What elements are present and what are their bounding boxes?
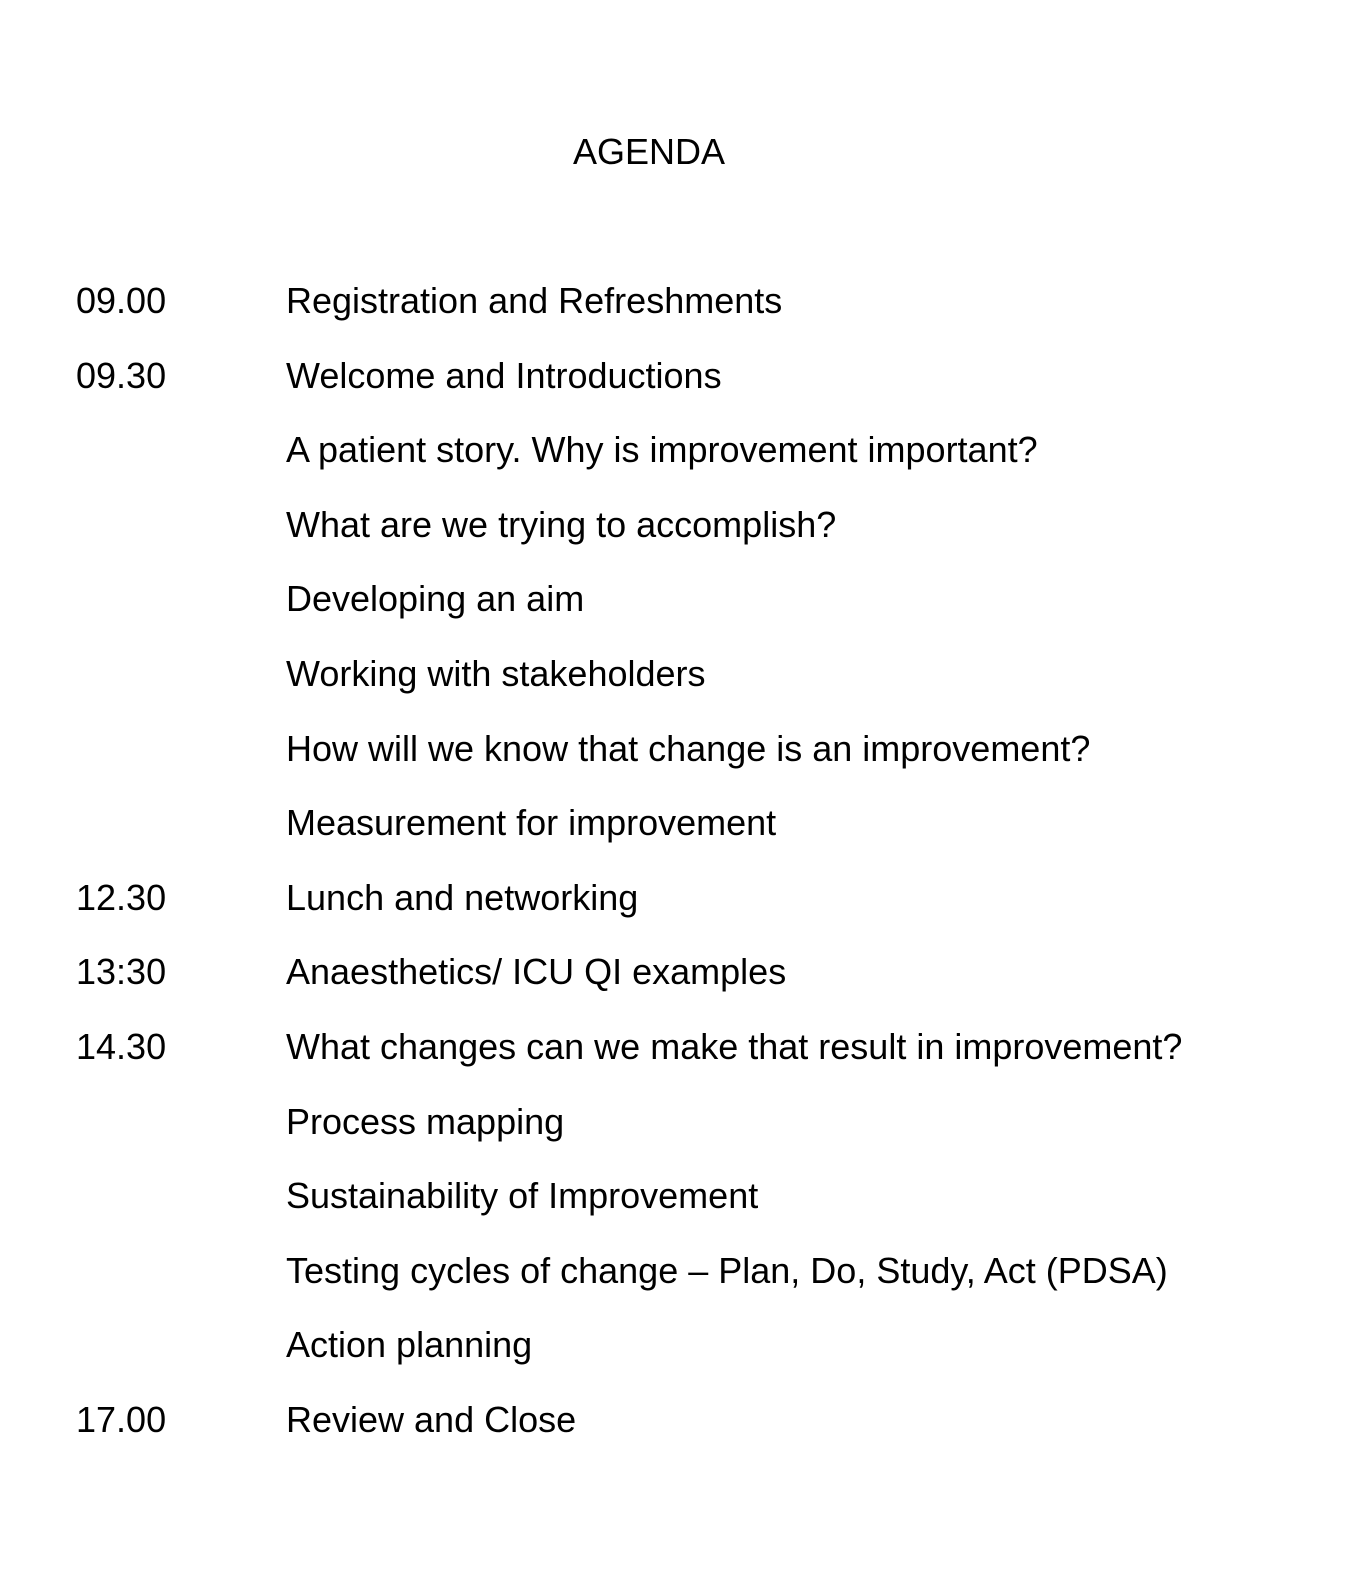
agenda-item: Review and Close (286, 1398, 577, 1440)
agenda-row (0, 1396, 1368, 1471)
agenda-item: Anaesthetics/ ICU QI examples (286, 951, 787, 993)
agenda-item: A patient story. Why is improvement important? (286, 429, 1038, 471)
agenda-item: Action planning (286, 1324, 533, 1366)
agenda-time: 09.30 (76, 354, 167, 396)
page-title: AGENDA (572, 131, 726, 172)
agenda-row (0, 725, 1368, 800)
agenda-item: Lunch and networking (286, 876, 639, 918)
agenda-list (0, 277, 1368, 1471)
agenda-item: Process mapping (286, 1100, 565, 1142)
agenda-item: What changes can we make that result in improvement? (286, 1025, 1183, 1067)
agenda-row (0, 1023, 1368, 1098)
agenda-time: 09.00 (76, 280, 167, 321)
agenda-item: Sustainability of Improvement (286, 1175, 759, 1217)
agenda-item: Developing an aim (286, 578, 585, 620)
agenda-time: 13:30 (76, 951, 167, 993)
agenda-row (0, 352, 1368, 427)
agenda-time: 17.00 (76, 1398, 167, 1440)
agenda-row (0, 1247, 1368, 1322)
agenda-row (0, 426, 1368, 501)
agenda-time: 12.30 (76, 876, 167, 918)
agenda-row (0, 1172, 1368, 1247)
agenda-row (0, 948, 1368, 1023)
agenda-item: Welcome and Introductions (286, 354, 722, 396)
agenda-row (0, 575, 1368, 650)
agenda-row (0, 277, 1368, 352)
agenda-item: Testing cycles of change – Plan, Do, Study, Act (PDSA) (286, 1249, 1168, 1291)
agenda-item: Measurement for improvement (286, 802, 777, 844)
agenda-item: What are we trying to accomplish? (286, 503, 837, 545)
agenda-row (0, 650, 1368, 725)
agenda-row (0, 1098, 1368, 1173)
agenda-item: Registration and Refreshments (286, 280, 783, 321)
agenda-time: 14.30 (76, 1025, 167, 1067)
agenda-item: How will we know that change is an improvement? (286, 727, 1091, 769)
agenda-row (0, 799, 1368, 874)
agenda-item: Working with stakeholders (286, 652, 706, 694)
agenda-row (0, 874, 1368, 949)
agenda-row (0, 501, 1368, 576)
agenda-row (0, 1321, 1368, 1396)
